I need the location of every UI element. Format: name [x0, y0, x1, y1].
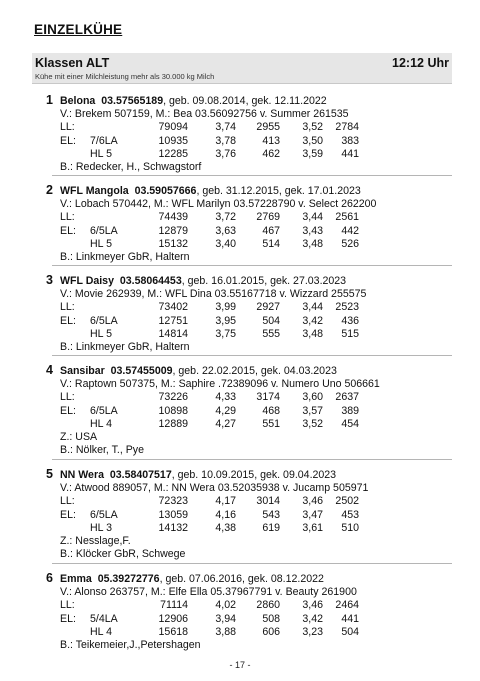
row-lactation: 6/5LA	[90, 314, 118, 327]
row-value: 71114	[160, 599, 188, 612]
entry-number: 5	[46, 467, 53, 481]
row-value: 12285	[158, 147, 188, 160]
row-value: 10898	[158, 404, 188, 417]
row-value: 383	[341, 134, 359, 147]
performance-row	[32, 148, 452, 161]
row-value: 606	[262, 625, 280, 638]
row-value: 2561	[335, 211, 359, 224]
row-value: 3,23	[302, 625, 323, 638]
row-value: 3,48	[302, 237, 323, 250]
class-name: Klassen ALT	[35, 56, 110, 70]
row-value: 468	[262, 404, 280, 417]
row-label: EL:	[60, 404, 76, 417]
row-value: 15618	[158, 625, 188, 638]
entry-divider	[52, 355, 452, 356]
entry-header	[60, 573, 324, 586]
row-value: 12889	[158, 417, 188, 430]
row-value: 4,17	[215, 495, 236, 508]
row-value: 454	[341, 417, 359, 430]
row-value: 2955	[256, 121, 280, 134]
row-value: 3,44	[302, 301, 323, 314]
entry-header	[60, 469, 336, 482]
row-value: 72323	[158, 495, 188, 508]
cow-name: WFL Mangola	[60, 185, 129, 197]
entry-divider	[52, 265, 452, 266]
row-value: 508	[262, 612, 280, 625]
row-value: 3,78	[215, 134, 236, 147]
cow-id: 03.57455009	[110, 365, 173, 377]
performance-row	[32, 405, 452, 418]
row-value: 4,29	[215, 404, 236, 417]
row-value: 3,60	[302, 391, 323, 404]
entry-divider	[52, 563, 452, 564]
entry-number: 3	[46, 273, 53, 287]
cow-dates: , geb. 10.09.2015, gek. 09.04.2023	[171, 469, 337, 481]
performance-row	[32, 328, 452, 341]
cow-id: 03.58064453	[119, 275, 182, 287]
row-lactation: HL 5	[90, 237, 112, 250]
row-value: 2769	[256, 211, 280, 224]
row-value: 12751	[158, 314, 188, 327]
row-value: 2502	[335, 495, 359, 508]
row-value: 3,74	[215, 121, 236, 134]
cow-dates: , geb. 07.06.2016, gek. 08.12.2022	[159, 573, 324, 585]
cow-name: WFL Daisy	[60, 275, 114, 287]
cow-breeder: B.: Klöcker GbR, Schwege	[60, 548, 186, 561]
row-lactation: 6/5LA	[90, 508, 118, 521]
row-value: 467	[262, 224, 280, 237]
row-value: 3,43	[302, 224, 323, 237]
row-value: 504	[262, 314, 280, 327]
row-value: 3,52	[302, 417, 323, 430]
row-value: 526	[341, 237, 359, 250]
row-label: LL:	[60, 599, 75, 612]
cow-dates: , geb. 16.01.2015, gek. 27.03.2023	[181, 275, 347, 287]
cow-breeder: B.: Linkmeyer GbR, Haltern	[60, 340, 190, 353]
cow-entry	[32, 275, 452, 354]
row-value: 3,76	[215, 147, 236, 160]
entry-header	[60, 365, 337, 378]
row-lactation: HL 4	[90, 625, 112, 638]
entry-number: 4	[46, 363, 53, 377]
cow-dates: , geb. 22.02.2015, gek. 04.03.2023	[172, 365, 337, 377]
row-value: 2464	[335, 599, 359, 612]
page-number: - 17 -	[229, 660, 251, 670]
row-value: 4,27	[215, 417, 236, 430]
cow-breeder: B.: Nölker, T., Pye	[60, 444, 144, 457]
row-label: EL:	[60, 224, 76, 237]
row-value: 441	[341, 612, 359, 625]
row-label: LL:	[60, 121, 75, 134]
row-lactation: HL 5	[90, 327, 112, 340]
row-value: 3,47	[302, 508, 323, 521]
row-label: LL:	[60, 391, 75, 404]
row-label: EL:	[60, 612, 76, 625]
row-value: 3,57	[302, 404, 323, 417]
row-lactation: 5/4LA	[90, 612, 118, 625]
row-value: 14814	[158, 327, 188, 340]
row-value: 3,44	[302, 211, 323, 224]
row-value: 619	[262, 521, 280, 534]
row-value: 3,88	[215, 625, 236, 638]
entry-number: 6	[46, 571, 53, 585]
row-value: 3,72	[215, 211, 236, 224]
row-label: LL:	[60, 495, 75, 508]
performance-row	[32, 522, 452, 535]
performance-row	[32, 225, 452, 238]
row-value: 73226	[158, 391, 188, 404]
row-lactation: 7/6LA	[90, 134, 118, 147]
row-value: 510	[341, 521, 359, 534]
row-value: 3,48	[302, 327, 323, 340]
cow-name: NN Wera	[60, 469, 104, 481]
row-value: 14132	[158, 521, 188, 534]
row-lactation: HL 5	[90, 147, 112, 160]
cow-origin: Z.: USA	[60, 430, 98, 443]
row-value: 2523	[335, 301, 359, 314]
performance-row	[32, 495, 452, 508]
performance-row	[32, 626, 452, 639]
row-value: 3,63	[215, 224, 236, 237]
row-value: 4,16	[215, 508, 236, 521]
row-value: 413	[262, 134, 280, 147]
row-value: 4,02	[215, 599, 236, 612]
entry-number: 2	[46, 183, 53, 197]
performance-row	[32, 418, 452, 431]
row-lactation: 6/5LA	[90, 224, 118, 237]
cow-pedigree: V.: Brekem 507159, M.: Bea 03.56092756 v. Summer 261535	[60, 108, 349, 121]
cow-id: 03.57565189	[101, 95, 164, 107]
row-value: 389	[341, 404, 359, 417]
row-value: 3,42	[302, 612, 323, 625]
row-value: 3,61	[302, 521, 323, 534]
row-value: 2784	[335, 121, 359, 134]
cow-breeder: B.: Linkmeyer GbR, Haltern	[60, 250, 190, 263]
row-value: 515	[341, 327, 359, 340]
row-value: 73402	[158, 301, 188, 314]
row-value: 436	[341, 314, 359, 327]
row-value: 13059	[158, 508, 188, 521]
cow-pedigree: V.: Atwood 889057, M.: NN Wera 03.52035938 v. Jucamp 505971	[60, 482, 369, 495]
row-value: 3014	[256, 495, 280, 508]
row-value: 453	[341, 508, 359, 521]
entry-divider	[52, 459, 452, 460]
row-value: 441	[341, 147, 359, 160]
cow-entry	[32, 365, 452, 457]
cow-entry	[32, 573, 452, 652]
row-value: 2860	[256, 599, 280, 612]
row-label: EL:	[60, 508, 76, 521]
row-label: EL:	[60, 314, 76, 327]
row-value: 543	[262, 508, 280, 521]
row-value: 10935	[158, 134, 188, 147]
row-value: 3,42	[302, 314, 323, 327]
cow-entry	[32, 469, 452, 561]
performance-row	[32, 301, 452, 314]
row-value: 3,50	[302, 134, 323, 147]
cow-name: Belona	[60, 95, 96, 107]
row-lactation: 6/5LA	[90, 404, 118, 417]
page-title: EINZELKÜHE	[34, 22, 123, 37]
row-value: 3,94	[215, 612, 236, 625]
entry-header	[60, 95, 327, 108]
row-value: 442	[341, 224, 359, 237]
row-value: 2927	[256, 301, 280, 314]
row-label: EL:	[60, 134, 76, 147]
performance-row	[32, 315, 452, 328]
row-value: 3,40	[215, 237, 236, 250]
performance-row	[32, 509, 452, 522]
cow-id: 03.58407517	[109, 469, 172, 481]
row-value: 3174	[256, 391, 280, 404]
cow-origin: Z.: Nesslage,F.	[60, 534, 131, 547]
performance-row	[32, 613, 452, 626]
row-value: 3,95	[215, 314, 236, 327]
row-value: 3,52	[302, 121, 323, 134]
cow-pedigree: V.: Alonso 263757, M.: Elfe Ella 05.37967791 v. Beauty 261900	[60, 586, 357, 599]
row-value: 3,59	[302, 147, 323, 160]
cow-name: Sansibar	[60, 365, 105, 377]
row-value: 4,33	[215, 391, 236, 404]
cow-pedigree: V.: Raptown 507375, M.: Saphire .72389096 v. Numero Uno 506661	[60, 378, 380, 391]
row-value: 3,75	[215, 327, 236, 340]
row-value: 3,46	[302, 495, 323, 508]
class-header	[32, 53, 452, 84]
entry-header	[60, 275, 346, 288]
row-value: 79094	[158, 121, 188, 134]
class-note: Kühe mit einer Milchleistung mehr als 30.000 kg Milch	[35, 72, 215, 81]
performance-row	[32, 211, 452, 224]
cow-pedigree: V.: Lobach 570442, M.: WFL Marilyn 03.57228790 v. Select 262200	[60, 198, 377, 211]
row-value: 504	[341, 625, 359, 638]
row-value: 3,46	[302, 599, 323, 612]
cow-entry	[32, 185, 452, 264]
performance-row	[32, 391, 452, 404]
row-label: LL:	[60, 211, 75, 224]
cow-entry	[32, 95, 452, 174]
row-value: 514	[262, 237, 280, 250]
row-lactation: HL 4	[90, 417, 112, 430]
performance-row	[32, 135, 452, 148]
row-value: 555	[262, 327, 280, 340]
row-value: 15132	[158, 237, 188, 250]
class-time: 12:12 Uhr	[392, 56, 449, 70]
entry-divider	[52, 175, 452, 176]
row-value: 4,38	[215, 521, 236, 534]
row-value: 3,99	[215, 301, 236, 314]
cow-breeder: B.: Teikemeier,J.,Petershagen	[60, 638, 201, 651]
cow-dates: , geb. 31.12.2015, gek. 17.01.2023	[196, 185, 361, 197]
cow-pedigree: V.: Movie 262939, M.: WFL Dina 03.55167718 v. Wizzard 255575	[60, 288, 367, 301]
performance-row	[32, 238, 452, 251]
performance-row	[32, 599, 452, 612]
cow-breeder: B.: Redecker, H., Schwagstorf	[60, 160, 202, 173]
cow-name: Emma	[60, 573, 92, 585]
row-value: 74439	[158, 211, 188, 224]
entry-header	[60, 185, 361, 198]
row-lactation: HL 3	[90, 521, 112, 534]
row-value: 12879	[158, 224, 188, 237]
row-label: LL:	[60, 301, 75, 314]
cow-id: 05.39272776	[97, 573, 160, 585]
entry-number: 1	[46, 93, 53, 107]
cow-id: 03.59057666	[134, 185, 197, 197]
row-value: 2637	[335, 391, 359, 404]
cow-dates: , geb. 09.08.2014, gek. 12.11.2022	[163, 95, 327, 107]
row-value: 551	[262, 417, 280, 430]
row-value: 462	[262, 147, 280, 160]
row-value: 12906	[158, 612, 188, 625]
performance-row	[32, 121, 452, 134]
